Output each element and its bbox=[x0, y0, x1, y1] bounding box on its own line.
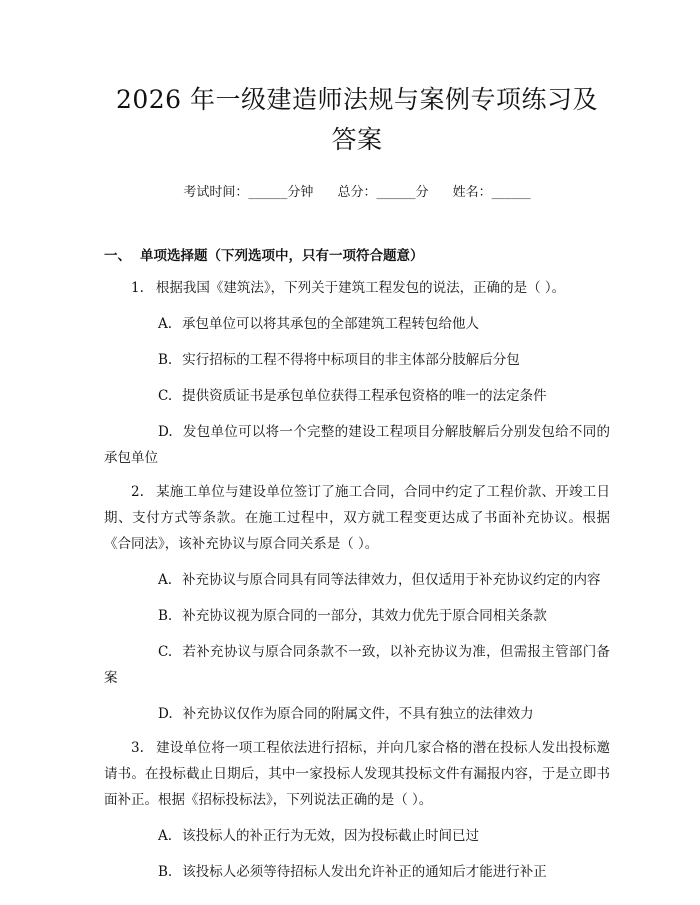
option-c bbox=[104, 383, 610, 409]
exam-name: 姓名：______ bbox=[452, 185, 531, 200]
question-stem bbox=[104, 479, 610, 557]
option-letter: A. bbox=[158, 572, 173, 588]
question-stem bbox=[104, 735, 610, 813]
option-letter: A. bbox=[158, 316, 173, 332]
option-letter: D. bbox=[158, 706, 173, 722]
option-a bbox=[104, 311, 610, 337]
option-text: 发包单位可以将一个完整的建设工程项目分解肢解后分别发包给不同的承包单位 bbox=[104, 424, 610, 466]
option-b bbox=[104, 347, 610, 373]
option-text: 承包单位可以将其承包的全部建筑工程转包给他人 bbox=[182, 316, 480, 332]
exam-score: 总分：______分 bbox=[337, 185, 429, 200]
document-title: 2026 年一级建造师法规与案例专项练习及答案 bbox=[115, 85, 599, 154]
option-text: 补充协议视为原合同的一部分，其效力优先于原合同相关条款 bbox=[182, 608, 547, 624]
option-b bbox=[104, 859, 610, 885]
option-text: 该投标人的补正行为无效，因为投标截止时间已过 bbox=[182, 828, 480, 844]
option-text: 提供资质证书是承包单位获得工程承包资格的唯一的法定条件 bbox=[182, 388, 547, 404]
option-letter: C. bbox=[158, 644, 173, 660]
option-a bbox=[104, 823, 610, 849]
question-text: 根据我国《建筑法》，下列关于建筑工程发包的说法，正确的是（ ）。 bbox=[155, 280, 566, 296]
option-d bbox=[104, 419, 610, 471]
option-b bbox=[104, 603, 610, 629]
question-text: 建设单位将一项工程依法进行招标，并向几家合格的潜在投标人发出投标邀请书。在投标截止日期后，其中一家投标人发现其投标文件有漏报内容，于是立即书面补正。根据《招标投标法》，下列说法正确的是（ ）。 bbox=[104, 740, 610, 808]
section-number: 一、 bbox=[104, 248, 131, 264]
option-a bbox=[104, 567, 610, 593]
exam-meta bbox=[104, 183, 610, 203]
question-number: 1. bbox=[131, 280, 144, 296]
option-text: 该投标人必须等待招标人发出允许补正的通知后才能进行补正 bbox=[182, 864, 547, 880]
question-text: 某施工单位与建设单位签订了施工合同，合同中约定了工程价款、开竣工日期、支付方式等条款。在施工过程中，双方就工程变更达成了书面补充协议。根据《合同法》，该补充协议与原合同关系是（ ）。 bbox=[104, 484, 610, 552]
option-letter: A. bbox=[158, 828, 173, 844]
option-d bbox=[104, 701, 610, 727]
section-heading bbox=[104, 245, 610, 267]
question-number: 3. bbox=[131, 740, 144, 756]
option-text: 实行招标的工程不得将中标项目的非主体部分肢解后分包 bbox=[182, 352, 520, 368]
option-c bbox=[104, 639, 610, 691]
option-text: 若补充协议与原合同条款不一致，以补充协议为准，但需报主管部门备案 bbox=[104, 644, 610, 686]
option-letter: C. bbox=[158, 388, 173, 404]
option-letter: B. bbox=[158, 352, 173, 368]
exam-time: 考试时间：______分钟 bbox=[183, 185, 314, 200]
option-text: 补充协议仅作为原合同的附属文件，不具有独立的法律效力 bbox=[182, 706, 534, 722]
question-2 bbox=[104, 479, 610, 727]
question-1 bbox=[104, 275, 610, 471]
option-text: 补充协议与原合同具有同等法律效力，但仅适用于补充协议约定的内容 bbox=[182, 572, 601, 588]
option-letter: D. bbox=[158, 424, 173, 440]
question-stem bbox=[104, 275, 610, 301]
question-number: 2. bbox=[131, 484, 144, 500]
option-letter: B. bbox=[158, 608, 173, 624]
option-letter: B. bbox=[158, 864, 173, 880]
section-title: 单项选择题（下列选项中，只有一项符合题意） bbox=[140, 248, 424, 264]
question-3 bbox=[104, 735, 610, 885]
